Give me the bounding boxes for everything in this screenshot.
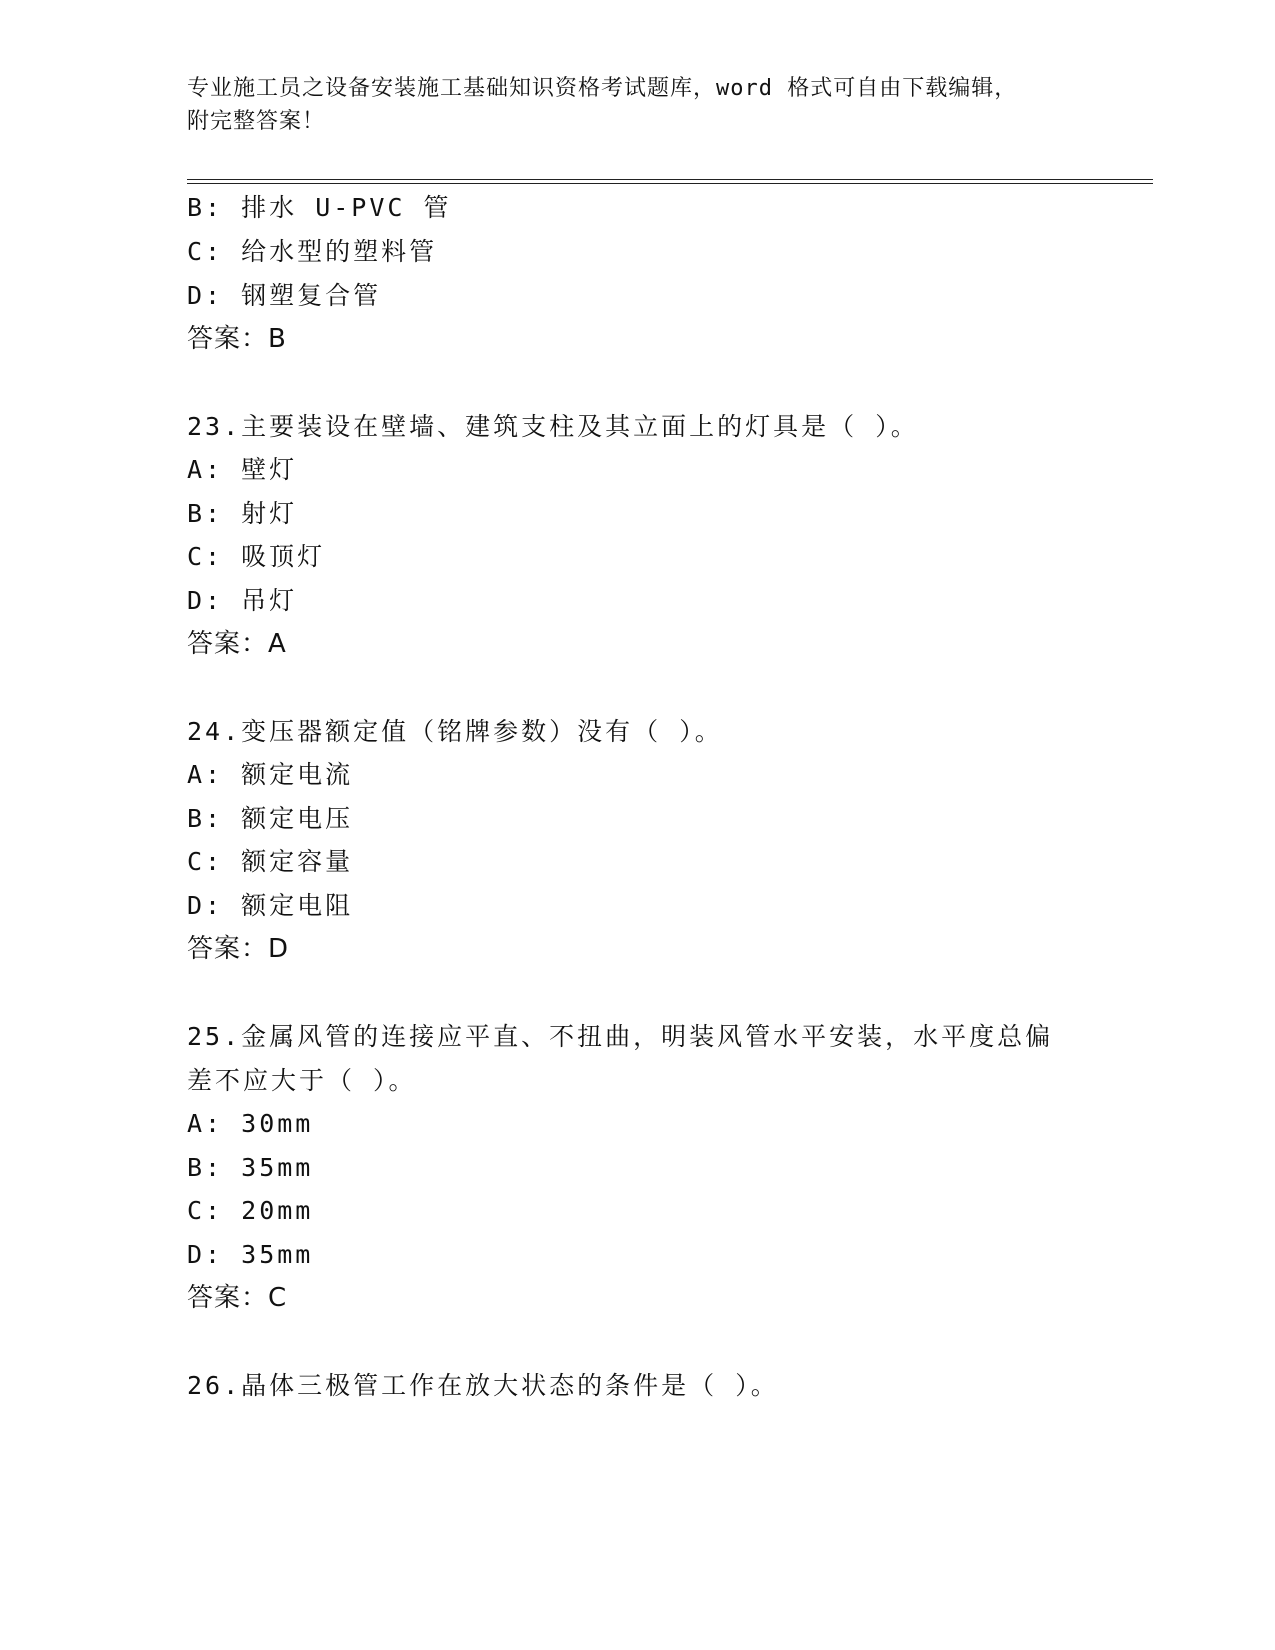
q24-option-d: D: 额定电阻 (187, 891, 354, 920)
q25-option-a: A: 30mm (187, 1109, 314, 1138)
q25-option-d: D: 35mm (187, 1240, 314, 1269)
q24-answer: 答案：D (187, 934, 290, 964)
q25-question-line1: 25.金属风管的连接应平直、不扭曲，明装风管水平安装，水平度总偏 (187, 1022, 1054, 1051)
header-rule-top (187, 179, 1153, 180)
q23-answer: 答案：A (187, 629, 287, 659)
q24-option-a: A: 额定电流 (187, 760, 354, 789)
q23-option-a: A: 壁灯 (187, 455, 298, 484)
q24-option-b: B: 额定电压 (187, 804, 354, 833)
q23-option-d: D: 吊灯 (187, 586, 298, 615)
q23-option-c: C: 吸顶灯 (187, 542, 326, 571)
header-title-line1: 专业施工员之设备安装施工基础知识资格考试题库，word 格式可自由下载编辑， (187, 76, 1018, 101)
header-rule-bottom (187, 183, 1153, 184)
q22-option-c: C: 给水型的塑料管 (187, 237, 438, 266)
q23-option-b: B: 射灯 (187, 499, 298, 528)
q25-answer: 答案：C (187, 1283, 288, 1313)
q23-question: 23.主要装设在壁墙、建筑支柱及其立面上的灯具是（ ）。 (187, 412, 919, 441)
q22-option-d: D: 钢塑复合管 (187, 281, 382, 310)
q22-answer: 答案：B (187, 324, 287, 354)
q26-question: 26.晶体三极管工作在放大状态的条件是（ ）。 (187, 1371, 779, 1400)
q24-question: 24.变压器额定值（铭牌参数）没有（ ）。 (187, 717, 723, 746)
q25-option-c: C: 20mm (187, 1196, 314, 1225)
q25-option-b: B: 35mm (187, 1153, 314, 1182)
document-header (187, 72, 1087, 138)
q25-question-line2: 差不应大于（ ）。 (187, 1066, 417, 1095)
q24-option-c: C: 额定容量 (187, 847, 354, 876)
q22-option-b: B: 排水 U-PVC 管 (187, 193, 452, 222)
header-title-line2: 附完整答案！ (187, 109, 326, 134)
